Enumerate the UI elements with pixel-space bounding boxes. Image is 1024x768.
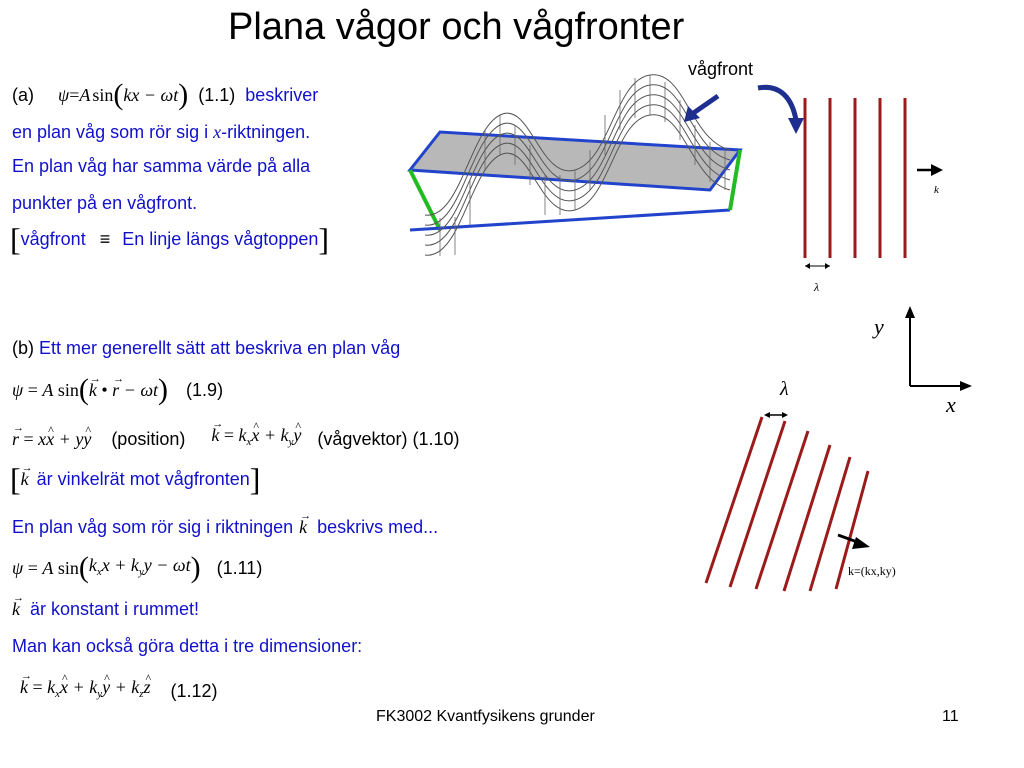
constant-statement: [12, 598, 199, 620]
eq111-arg: $k_xx + k_yy - \omega t$: [88, 554, 191, 578]
eq111-body: ψ = A sin: [12, 558, 79, 578]
eq-1-11-number: (1.11): [216, 558, 263, 578]
label-wavevector: (vågvektor) (1.10): [317, 428, 460, 449]
bracket-open-b: [: [10, 461, 21, 497]
axis-label-y: y: [874, 314, 884, 339]
paren-open: (: [113, 78, 124, 111]
text-b-intro: Ett mer generellt sätt att beskriva en plan våg: [39, 338, 401, 358]
def-text: En linje längs vågtoppen: [122, 229, 319, 249]
label-a: (a): [12, 85, 34, 105]
footer-page-number: 11: [942, 708, 959, 725]
def-term: vågfront: [20, 229, 86, 249]
eq19-body: ψ = A sin: [12, 380, 79, 400]
perpendicular-statement: [10, 461, 261, 497]
vertical-wavefronts-figure: [795, 90, 975, 305]
text-var-x: x: [213, 122, 222, 142]
eq19-arg: → k • → r − ωt: [89, 379, 158, 401]
k-arrowhead-diag: [852, 537, 870, 549]
text-line2-post: -riktningen.: [221, 122, 311, 142]
eq112-body: → $k = k_x\^{}$ $x + k_y\^{}$ $y + k_z\^{}$ z: [20, 676, 151, 705]
eq-1-1-number: (1.1): [198, 85, 236, 105]
bracket-close: ]: [318, 221, 330, 257]
lambda-label-top: λ: [814, 280, 820, 294]
xy-axes: [900, 300, 980, 400]
vertical-wavefront-lines: [805, 98, 905, 258]
footer-course: FK3002 Kvantfysikens grunder: [376, 708, 595, 725]
section-b-intro: [12, 337, 400, 359]
eq-1-11-row: [12, 553, 262, 583]
bracket-open: [: [10, 221, 21, 257]
k-label-top: k: [934, 184, 939, 196]
eq-wavevector: → $k = k_x\^{}$ $x + k_y\^{}$ y: [211, 424, 301, 453]
text-line3: En plan våg har samma värde på alla: [12, 156, 311, 176]
text-line4: punkter på en vågfront.: [12, 193, 198, 213]
plane-edge-green: [410, 170, 440, 230]
text-beskriver: beskriver: [245, 85, 319, 105]
text-direction-pre: En plan våg som rör sig i riktningen: [12, 517, 294, 537]
k-vec-inline: → k: [299, 516, 307, 538]
paren-close-111: ): [190, 551, 201, 584]
wavefront-definition: [10, 221, 330, 257]
def-equiv: ≡: [99, 229, 111, 249]
slide-title: Plana vågor och vågfronter: [228, 6, 685, 48]
eq-arg: kx − ωt: [123, 85, 179, 105]
axis-label-x: x: [946, 392, 956, 417]
text-line2-pre: en plan våg som rör sig i: [12, 122, 209, 142]
paren-open-111: (: [78, 551, 89, 584]
k-arrowhead: [931, 164, 943, 176]
paren-close-19: ): [158, 373, 169, 406]
paren-open-19: (: [78, 373, 89, 406]
eq-1-12-row: [20, 676, 218, 705]
vagfront-arrows: [680, 78, 810, 138]
eq-equals: =: [69, 85, 80, 105]
eq-A: A: [79, 85, 91, 105]
kxy-label: k=(kx,ky): [848, 564, 896, 578]
plane-edge-blue: [410, 210, 730, 230]
paren-close: ): [178, 78, 189, 111]
label-position: (position): [111, 428, 186, 449]
eq-1-10-row: [12, 424, 459, 453]
text-perpendicular: är vinkelrät mot vågfronten: [36, 469, 250, 489]
eq-position: → r = x^ x + y^ y: [12, 428, 91, 450]
label-vagfront: vågfront: [688, 59, 754, 79]
eq-1-1-row: [12, 80, 318, 110]
text-three-dimensions: Man kan också göra detta i tre dimensioner:: [12, 636, 363, 656]
bracket-close-b: ]: [249, 461, 261, 497]
direction-statement: [12, 516, 438, 538]
eq-1-9-number: (1.9): [186, 380, 224, 400]
k-vec-const: → k: [12, 598, 20, 620]
lambda-label-diag: λ: [780, 378, 789, 400]
text-constant: är konstant i rummet!: [30, 599, 200, 619]
eq-1-12-number: (1.12): [170, 680, 218, 701]
label-b: (b): [12, 338, 34, 358]
k-vec-symbol: → k: [21, 468, 29, 490]
text-direction-post: beskrivs med...: [317, 517, 439, 537]
eq-psi: ψ: [58, 85, 70, 105]
eq-sin: sin: [92, 85, 114, 105]
eq-1-9-row: [12, 375, 223, 405]
text-line-x-direction: [12, 121, 310, 143]
diagonal-wavefront-lines: [706, 417, 868, 591]
